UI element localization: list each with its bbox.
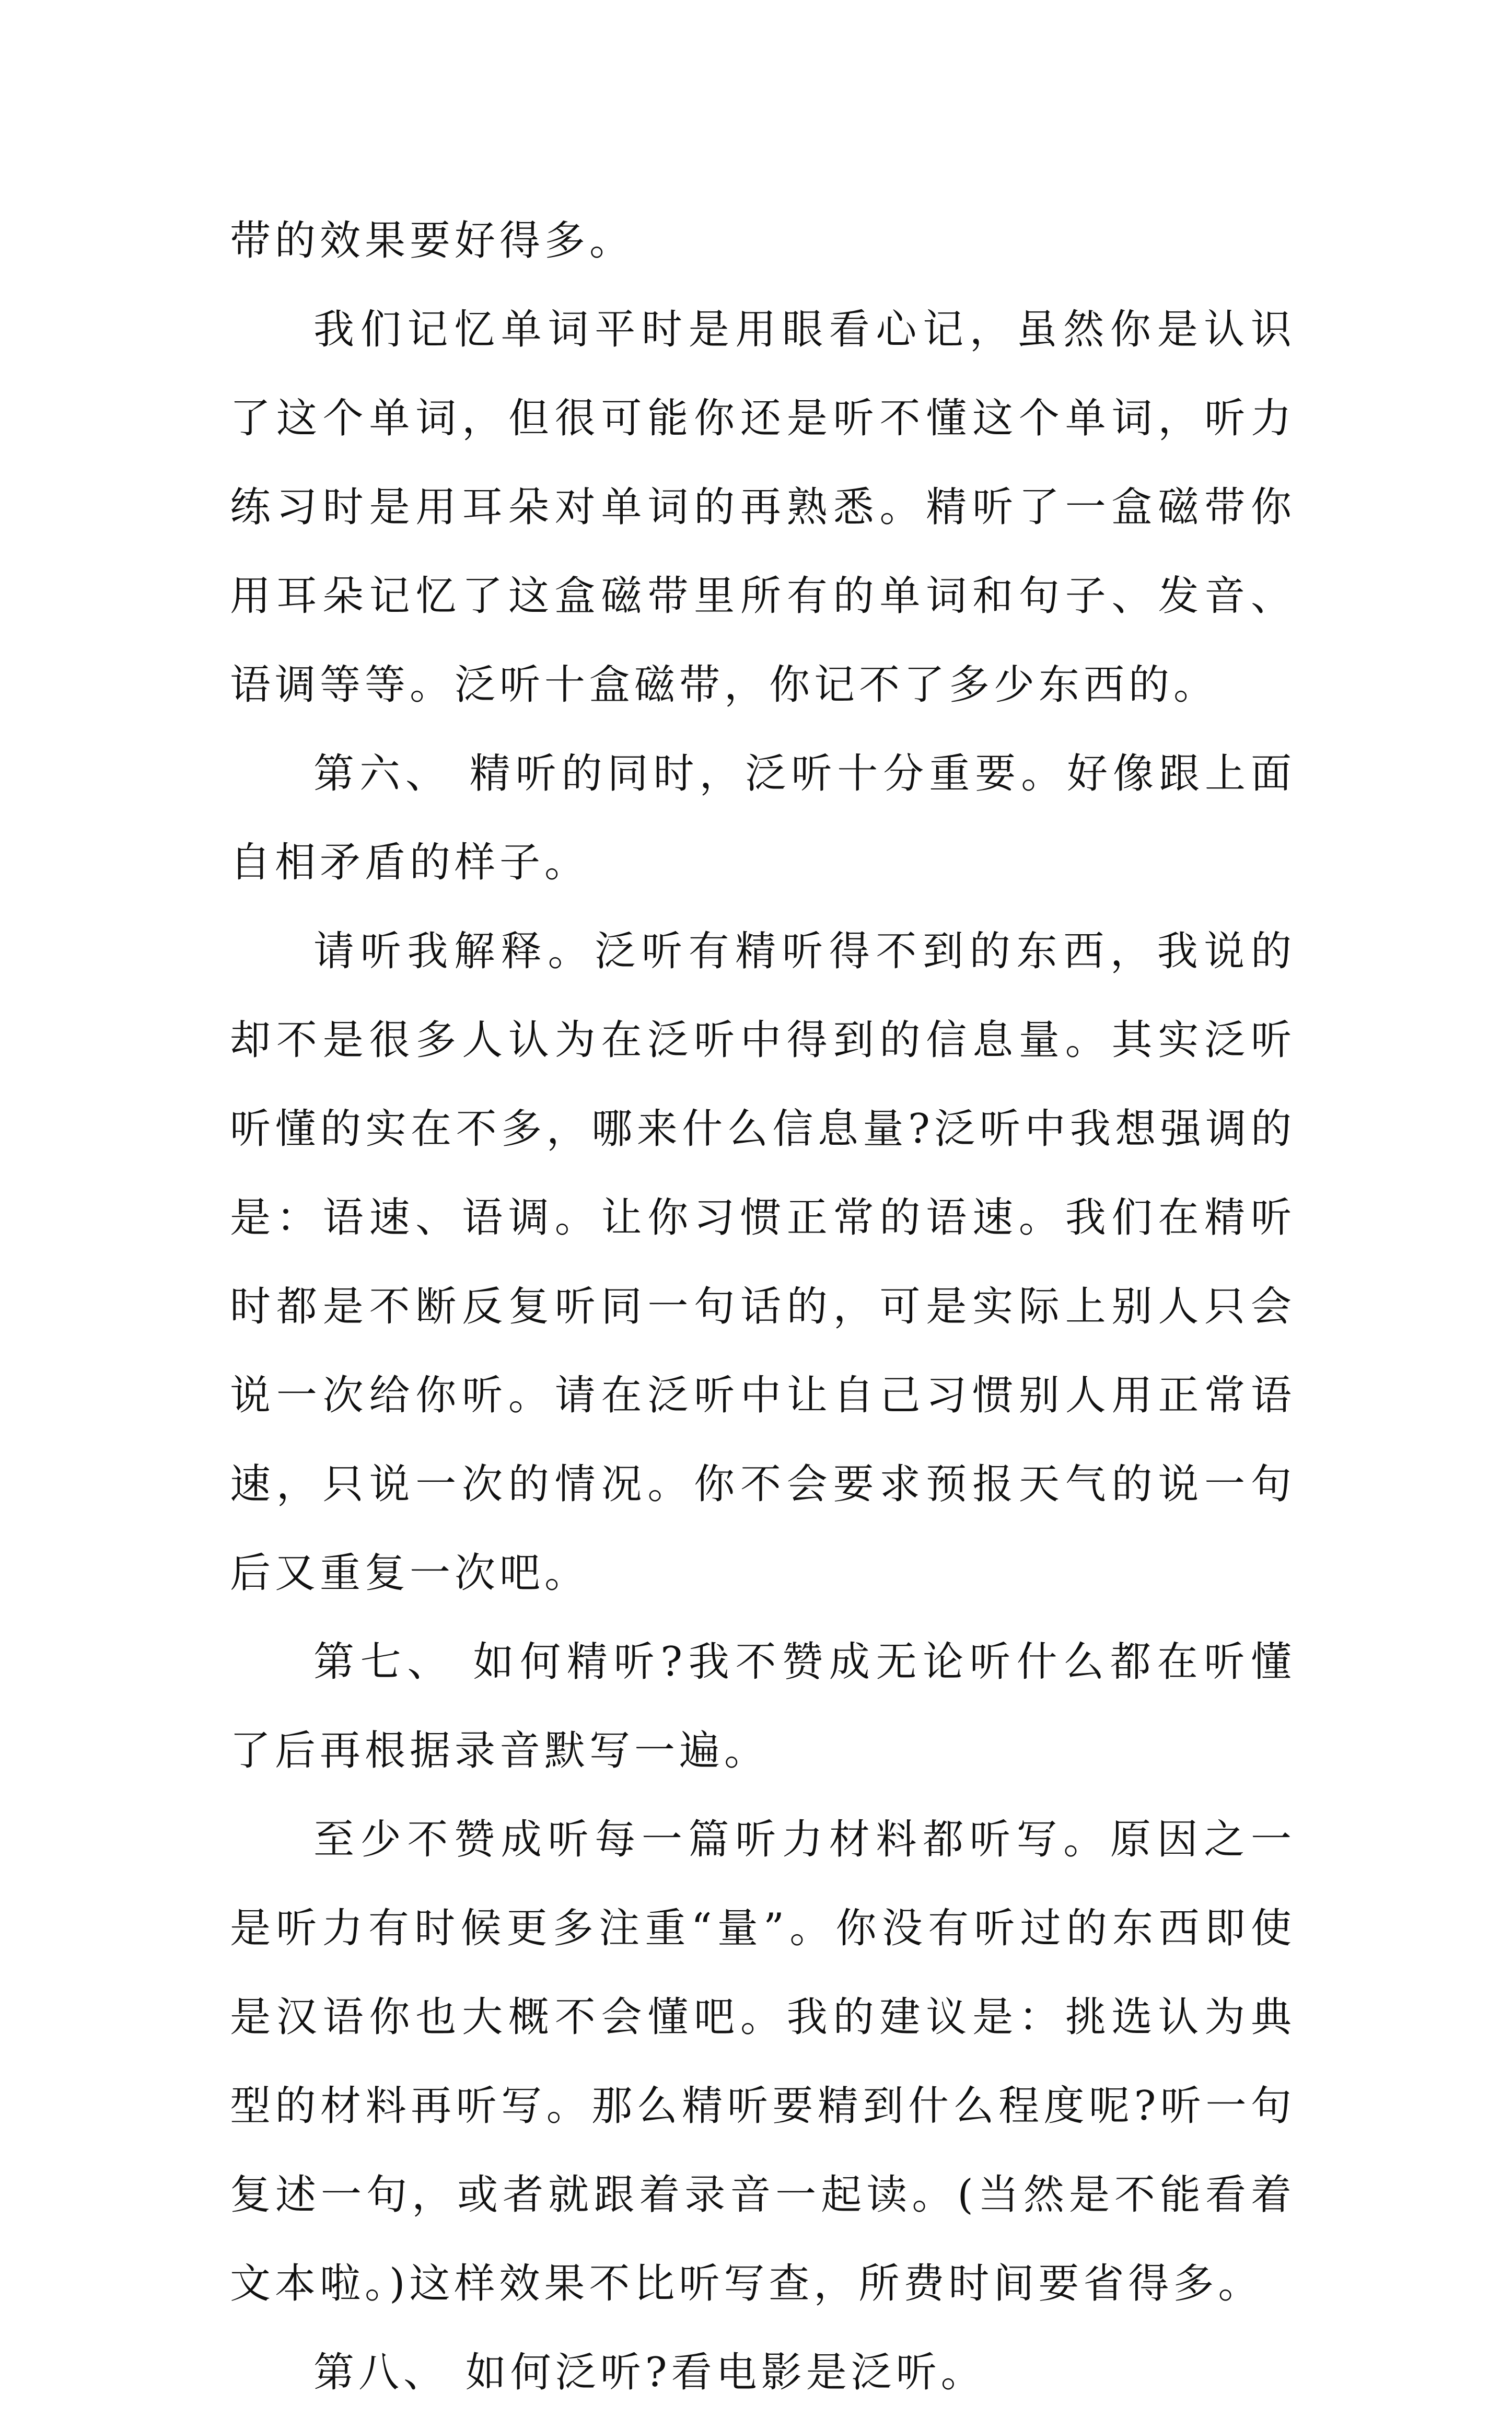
- paragraph-section-heading: 第六、 精听的同时，泛听十分重要。好像跟上面自相矛盾的样子。: [230, 750, 1296, 886]
- paragraph: 我们记忆单词平时是用眼看心记，虽然你是认识了这个单词，但很可能你还是听不懂这个单词，听力练习时是用耳朵对单词的再熟悉。精听了一盒磁带你用耳朵记忆了这盒磁带里所有的单词和句子、发音、语调等等。泛听十盒磁带，你记不了多少东西的。: [230, 306, 1296, 708]
- paragraph-section-heading: 第八、 如何泛听?看电影是泛听。: [313, 2349, 986, 2396]
- body-text: [230, 196, 1296, 2417]
- paragraph: 至少不赞成听每一篇听力材料都听写。原因之一是听力有时候更多注重“量”。你没有听过的东西即使是汉语你也大概不会懂吧。我的建议是：挑选认为典型的材料再听写。那么精听要精到什么程度呢?听一句复述一句，或者就跟着录音一起读。(当然是不能看着文本啦。)这样效果不比听写查，所费时间要省得多。: [230, 1816, 1296, 2307]
- paragraph-section-heading: 第七、 如何精听?我不赞成无论听什么都在听懂了后再根据录音默写一遍。: [230, 1639, 1296, 1774]
- paragraph: 带的效果要好得多。: [230, 217, 635, 264]
- paragraph: 请听我解释。泛听有精听得不到的东西，我说的却不是很多人认为在泛听中得到的信息量。其实泛听听懂的实在不多，哪来什么信息量?泛听中我想强调的是：语速、语调。让你习惯正常的语速。我们在精听时都是不断反复听同一句话的，可是实际上别人只会说一次给你听。请在泛听中让自己习惯别人用正常语速，只说一次的情况。你不会要求预报天气的说一句后又重复一次吧。: [230, 928, 1296, 1597]
